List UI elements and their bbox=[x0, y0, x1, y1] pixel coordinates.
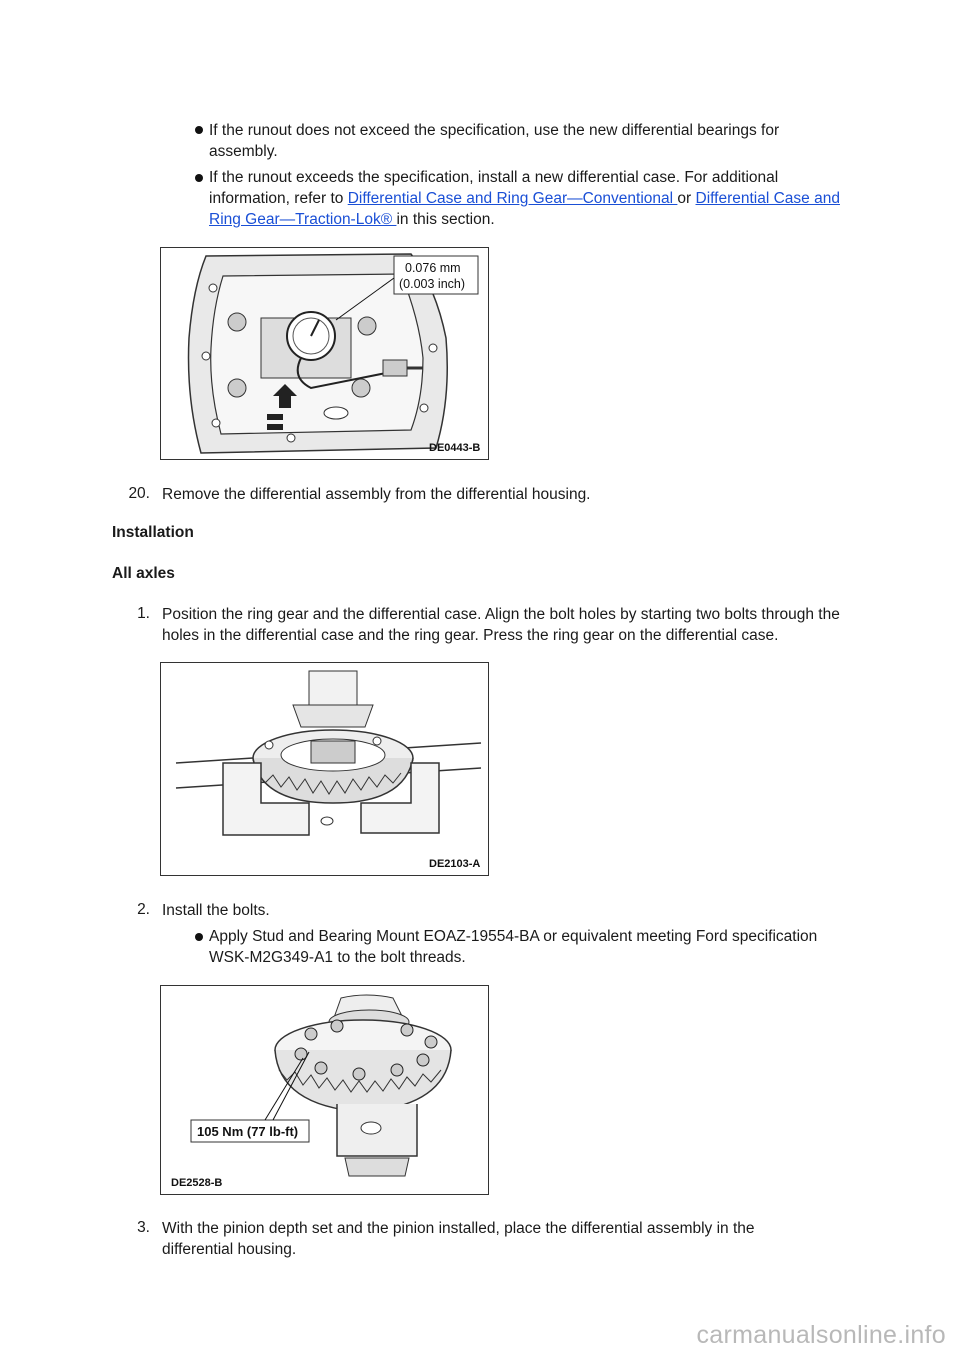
callout-runout-inch: (0.003 inch) bbox=[399, 277, 466, 291]
bullet-dot bbox=[195, 174, 203, 182]
watermark: carmanualsonline.info bbox=[696, 1321, 946, 1349]
subheading-all-axles: All axles bbox=[112, 565, 175, 582]
step-2-text: Install the bolts. bbox=[162, 902, 270, 919]
bullet-stud-bearing-mount: Apply Stud and Bearing Mount EOAZ-19554-BA or equivalent meeting Ford specification WSK-M2G349-A1 to the bolt threads. bbox=[209, 928, 818, 966]
figure-code: DE2528-B bbox=[171, 1177, 223, 1189]
figure-code: DE2103-A bbox=[429, 858, 481, 870]
step-number: 2. bbox=[137, 901, 150, 918]
step-number: 3. bbox=[137, 1219, 150, 1236]
figure-code: DE0443-B bbox=[429, 442, 481, 454]
figure-runout-dial-indicator bbox=[160, 247, 489, 460]
step-number: 1. bbox=[137, 605, 150, 622]
bullet-dot bbox=[195, 126, 203, 134]
figure-ring-gear-press bbox=[160, 662, 489, 876]
step-number: 20. bbox=[128, 485, 150, 502]
step-20-text: Remove the differential assembly from the differential housing. bbox=[162, 486, 591, 503]
callout-bolt-torque: 105 Nm (77 lb-ft) bbox=[197, 1124, 299, 1139]
bullet-dot bbox=[195, 933, 203, 941]
link-differential-case-traction-lok[interactable]: Differential Case and Ring Gear—Traction-Lok® bbox=[209, 190, 840, 228]
bullet-runout-exceeds: If the runout exceeds the specification, install a new differential case. For additional information, refer to Differential Case and Ring Gear—Conventional or Differential Case and Ring Gear—Traction-Lok® in this section. bbox=[209, 169, 840, 228]
link-differential-case-conventional[interactable]: Differential Case and Ring Gear—Conventional bbox=[347, 190, 678, 207]
figure-ring-gear-bolts-torque bbox=[160, 985, 489, 1195]
step-3-text: With the pinion depth set and the pinion installed, place the differential assembly in the differential housing. bbox=[162, 1220, 755, 1258]
section-heading-installation: Installation bbox=[112, 524, 194, 541]
bullet-runout-ok: If the runout does not exceed the specification, use the new differential bearings for assembly. bbox=[209, 122, 780, 160]
callout-runout-mm: 0.076 mm bbox=[405, 261, 461, 275]
step-1-text: Position the ring gear and the differential case. Align the bolt holes by starting two bolts through the holes in the differential case and the ring gear. Press the ring gear on the differential case. bbox=[162, 606, 840, 644]
